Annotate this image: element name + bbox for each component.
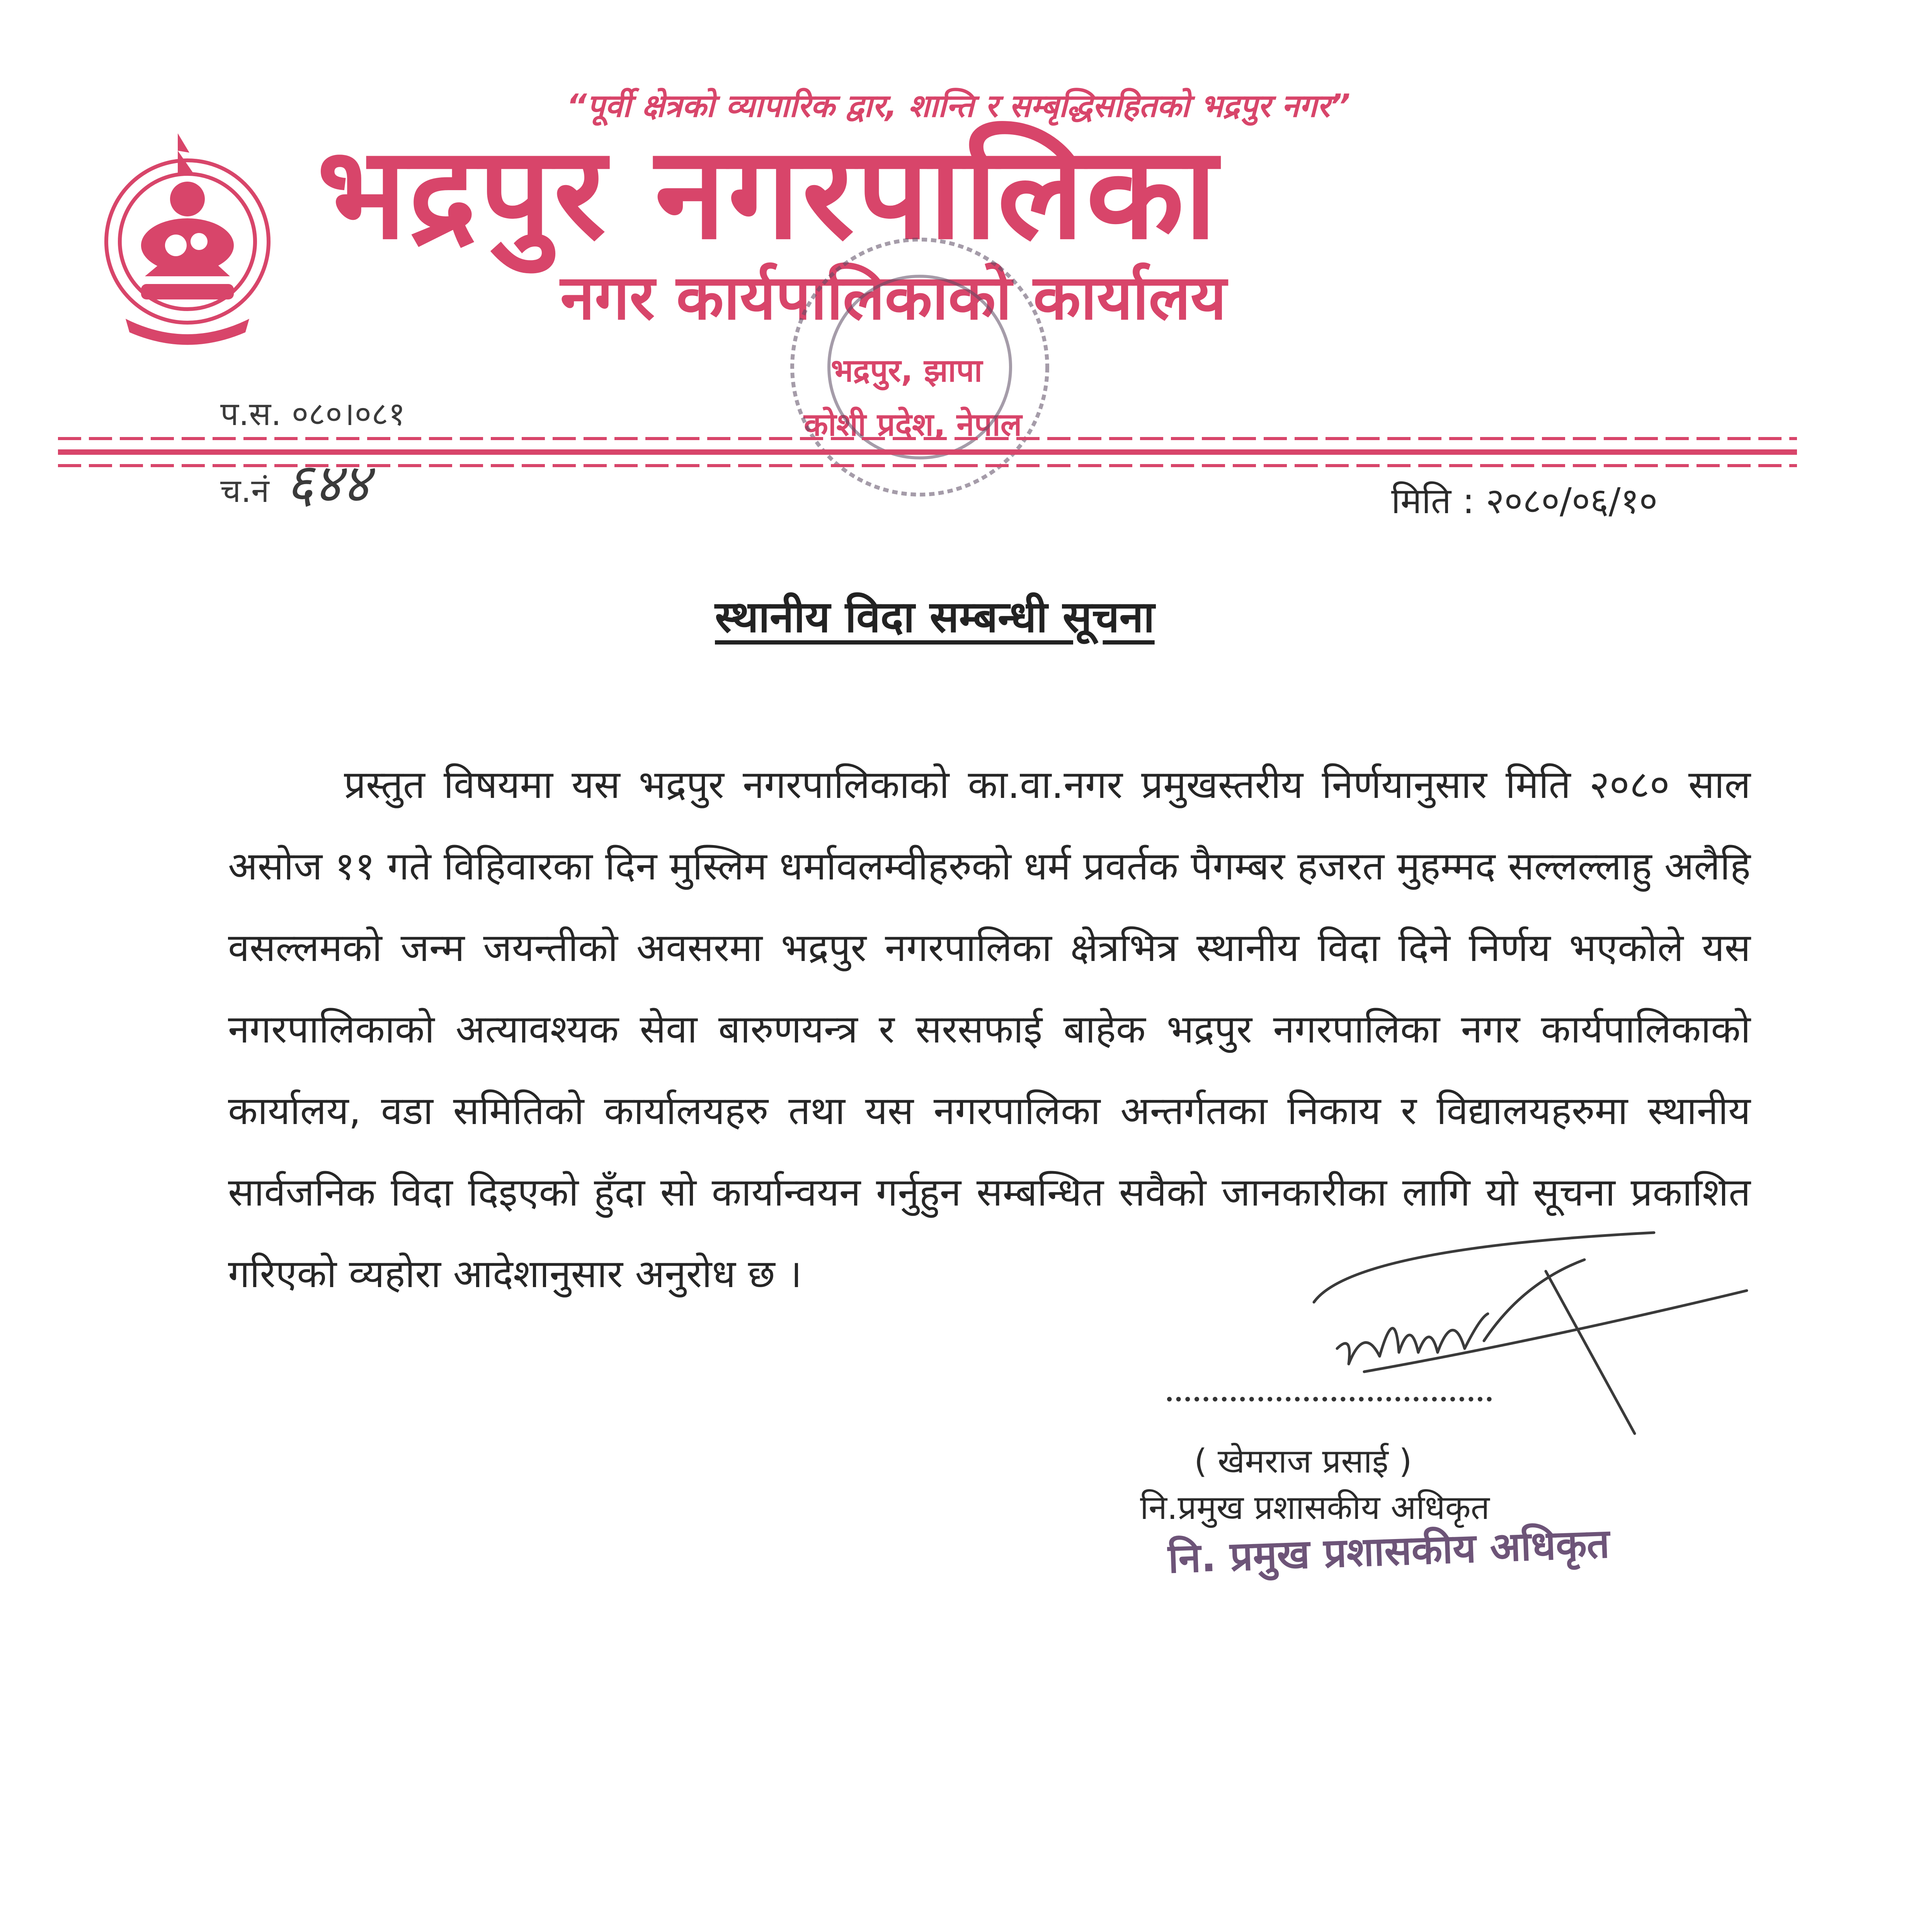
signatory-title: नि.प्रमुख प्रशासकीय अधिकृत [1140,1488,1490,1527]
dispatch-label: च.नं [220,472,269,510]
notice-body: प्रस्तुत विषयमा यस भद्रपुर नगरपालिकाको का.वा.नगर प्रमुखस्तरीय निर्णयानुसार मिति २०८० साल असोज ११ गते विहिवारका दिन मुस्लिम धर्मावलम्वीहरुको धर्म प्रवर्तक पैगम्बर हजरत मुहम्मद सल्लल्लाहु अलैहि वसल्लमको जन्म जयन्तीको अवसरमा भद्रपुर नगरपालिका क्षेत्रभित्र स्थानीय विदा दिने निर्णय भएकोले यस नगरपालिकाको अत्यावश्यक सेवा बारुणयन्त्र र सरसफाई बाहेक भद्रपुर नगरपालिका नगर कार्यपालिकाको कार्यालय, वडा समितिको कार्यालयहरु तथा यस नगरपालिका अन्तर्गतका निकाय र विद्यालयहरुमा स्थानीय सार्वजनिक विदा दिइएको हुँदा सो कार्यान्वयन गर्नुहुन सम्बन्धित सवैको जानकारीका लागि यो सूचना प्रकाशित गरिएको व्यहोरा आदेशानुसार अनुरोध छ । [228,762,1751,1296]
address-line-2: कोशी प्रदेश, नेपाल [804,406,1022,443]
fiscal-year-reference: प.स. ०८०।०८१ [220,395,405,433]
signature-line [1167,1389,1492,1401]
handwritten-signature [1306,1225,1751,1441]
dispatch-number: ६४४ [286,452,370,515]
notice-title: स्थानीय विदा सम्बन्धी सूचना [715,592,1155,642]
notice-date: मिति : २०८०/०६/१० [1391,480,1658,522]
address-line-1: भद्रपुर, झापा [831,352,983,389]
organization-name: भद्रपुर नगरपालिका [317,119,1220,267]
office-name: नगर कार्यपालिकाको कार्यालय [560,261,1227,333]
nepal-government-emblem-icon [79,118,296,350]
header-divider [58,433,1797,475]
letterhead-slogan: “पूर्वी क्षेत्रको व्यापारिक द्वार, शान्ति र सम्बृद्धिसहितको भद्रपुर नगर” [566,88,1351,124]
designation-seal: नि. प्रमुख प्रशासकीय अधिकृत [1167,1520,1611,1582]
signatory-name: ( खेमराज प्रसाई ) [1194,1442,1412,1481]
